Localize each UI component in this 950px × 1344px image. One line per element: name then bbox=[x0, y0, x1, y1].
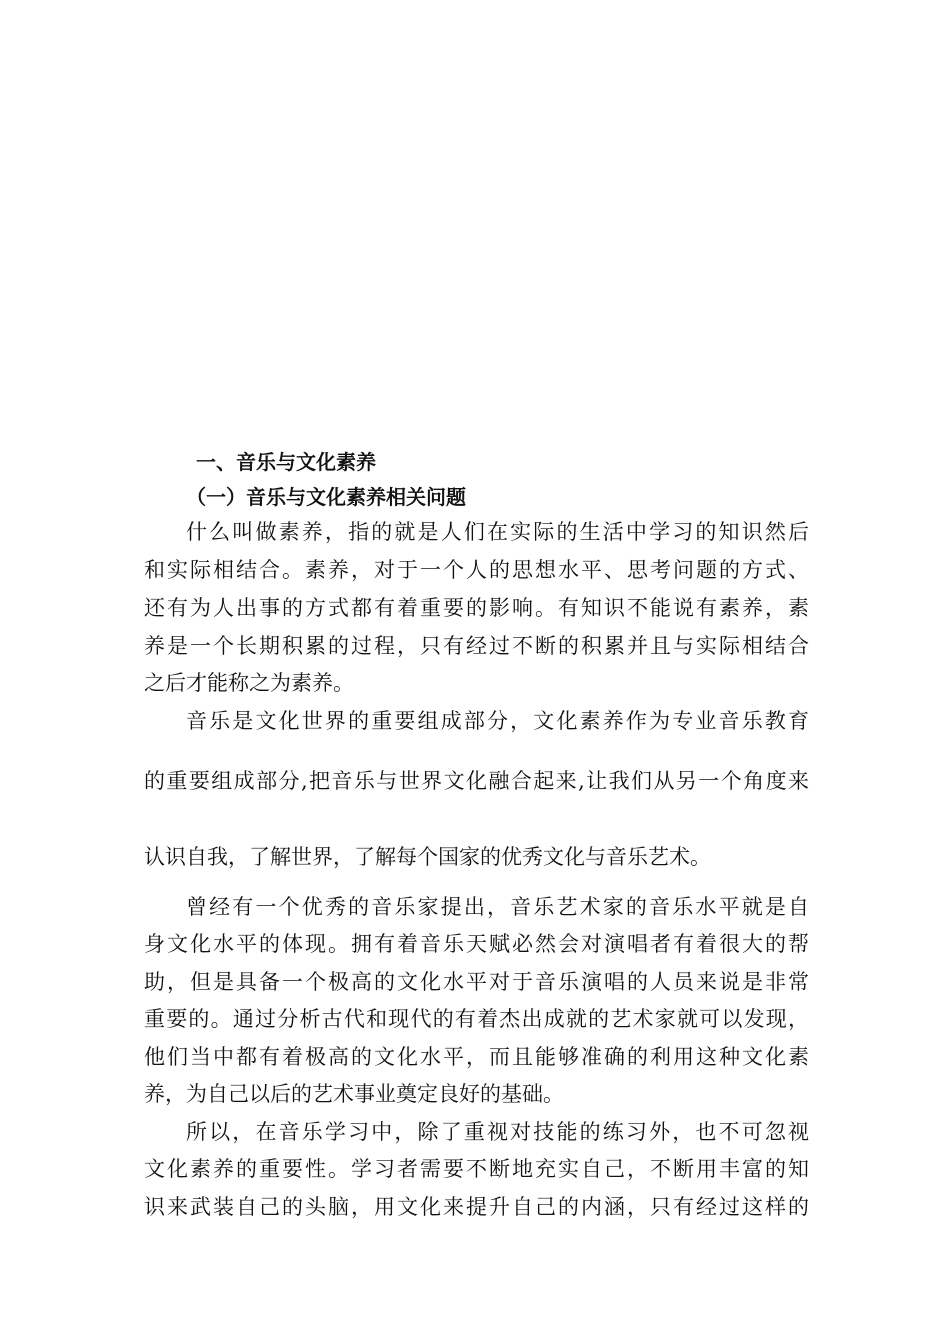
paragraph-line: 重要的。通过分析古代和现代的有着杰出成就的艺术家就可以发现， bbox=[144, 1007, 809, 1031]
paragraph-line: 和实际相结合。素养，对于一个人的思想水平、思考问题的方式、 bbox=[144, 558, 809, 582]
paragraph-line: 的重要组成部分,把音乐与世界文化融合起来,让我们从另一个角度来 bbox=[144, 769, 809, 793]
paragraph-line: 他们当中都有着极高的文化水平，而且能够准确的利用这种文化素 bbox=[144, 1045, 809, 1069]
paragraph-line: 识来武装自己的头脑，用文化来提升自己的内涵，只有经过这样的 bbox=[144, 1195, 809, 1219]
paragraph-line: 身文化水平的体现。拥有着音乐天赋必然会对演唱者有着很大的帮 bbox=[144, 932, 809, 956]
paragraph-line: 什么叫做素养，指的就是人们在实际的生活中学习的知识然后 bbox=[186, 520, 809, 544]
paragraph-line: 养，为自己以后的艺术事业奠定良好的基础。 bbox=[144, 1082, 564, 1106]
paragraph-line: 所以，在音乐学习中，除了重视对技能的练习外，也不可忽视 bbox=[186, 1120, 809, 1144]
paragraph-line: 还有为人出事的方式都有着重要的影响。有知识不能说有素养，素 bbox=[144, 596, 809, 620]
paragraph-line: 文化素养的重要性。学习者需要不断地充实自己，不断用丰富的知 bbox=[144, 1157, 809, 1181]
paragraph-line: 养是一个长期积累的过程，只有经过不断的积累并且与实际相结合 bbox=[144, 634, 809, 658]
paragraph-line: 曾经有一个优秀的音乐家提出，音乐艺术家的音乐水平就是自 bbox=[186, 895, 809, 919]
paragraph-line: 认识自我，了解世界，了解每个国家的优秀文化与音乐艺术。 bbox=[144, 845, 711, 869]
paragraph-line: 之后才能称之为素养。 bbox=[144, 671, 354, 695]
paragraph-line: 助，但是具备一个极高的文化水平对于音乐演唱的人员来说是非常 bbox=[144, 970, 809, 994]
subsection-heading: （一）音乐与文化素养相关问题 bbox=[186, 485, 466, 509]
paragraph-line: 音乐是文化世界的重要组成部分，文化素养作为专业音乐教育 bbox=[186, 709, 809, 733]
section-heading: 一、音乐与文化素养 bbox=[196, 450, 376, 474]
